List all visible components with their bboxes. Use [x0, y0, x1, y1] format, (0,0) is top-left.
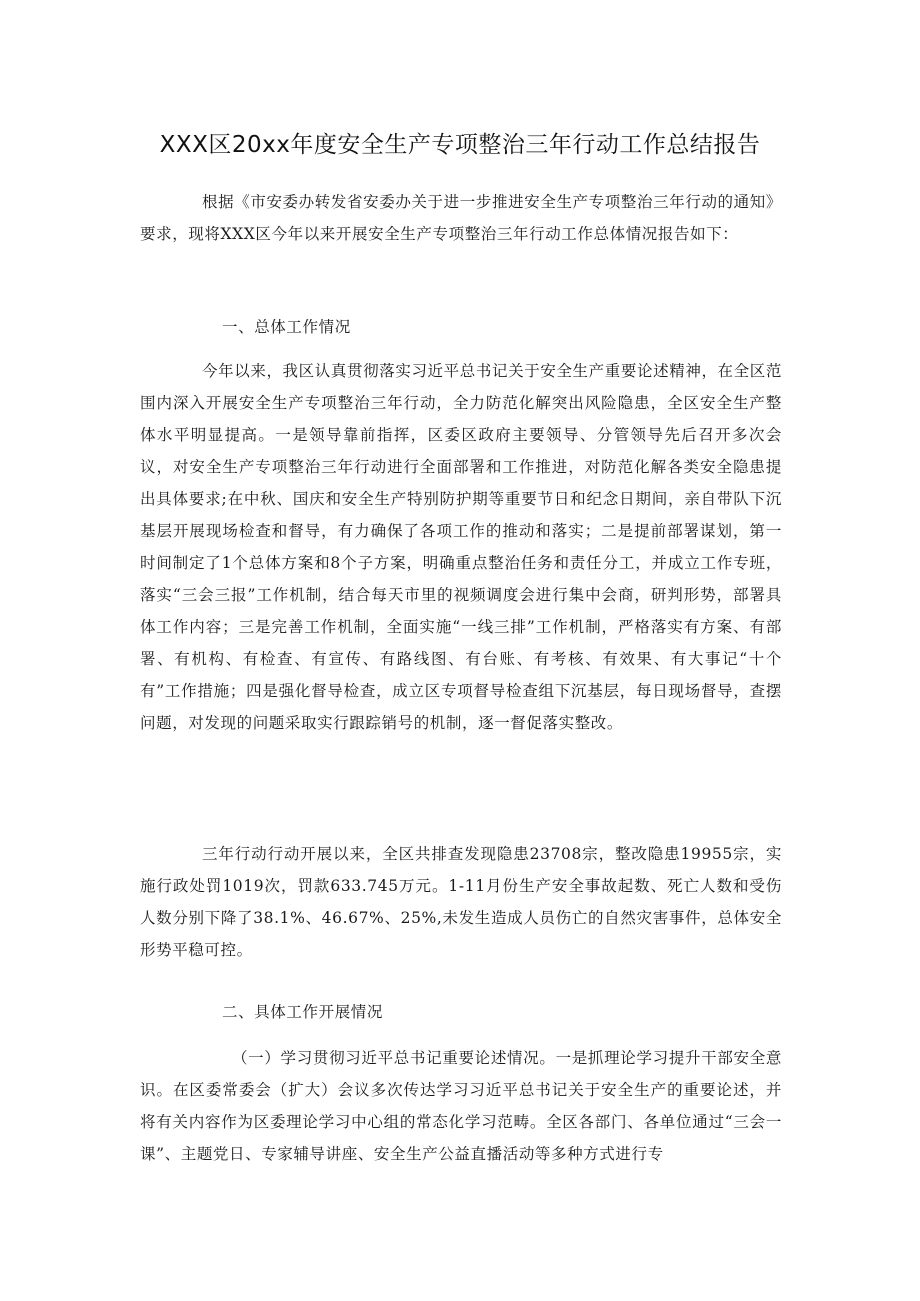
section-1-heading: 一、总体工作情况 [222, 318, 351, 336]
document-title: XXX区20xx年度安全生产专项整治三年行动工作总结报告 [159, 132, 761, 158]
intro-paragraph: 根据《市安委办转发省安委办关于进一步推进安全生产专项整治三年行动的通知》要求，现将XXX区今年以来开展安全生产专项整治三年行动工作总体情况报告如下： [140, 193, 782, 243]
section-2-paragraph-1: （一）学习贯彻习近平总书记重要论述情况。一是抓理论学习提升干部安全意识。在区委常委会（扩大）会议多次传达学习习近平总书记关于安全生产的重要论述，并将有关内容作为区委理论学习中心组的常态化学习范畴。全区各部门、各单位通过“三会一课”、主题党日、专家辅导讲座、安全生产公益直播活动等多种方式进行专 [140, 1049, 782, 1163]
section-1-paragraph-1: 今年以来，我区认真贯彻落实习近平总书记关于安全生产重要论述精神，在全区范围内深入开展安全生产专项整治三年行动，全力防范化解突出风险隐患，全区安全生产整体水平明显提高。一是领导靠前指挥，区委区政府主要领导、分管领导先后召开多次会议，对安全生产专项整治三年行动进行全面部署和工作推进，对防范化解各类安全隐患提出具体要求;在中秋、国庆和安全生产特别防护期等重要节日和纪念日期间，亲自带队下沉基层开展现场检查和督导，有力确保了各项工作的推动和落实；二是提前部署谋划，第一时间制定了1个总体方案和8个子方案，明确重点整治任务和责任分工，并成立工作专班，落实“三会三报”工作机制，结合每天市里的视频调度会进行集中会商，研判形势，部署具体工作内容；三是完善工作机制，全面实施“一线三排”工作机制，严格落实有方案、有部署、有机构、有检查、有宣传、有路线图、有台账、有考核、有效果、有大事记“十个有”工作措施；四是强化督导检查，成立区专项督导检查组下沉基层，每日现场督导，查摆问题，对发现的问题采取实行跟踪销号的机制，逐一督促落实整改。 [140, 362, 782, 732]
section-1-paragraph-2: 三年行动行动开展以来，全区共排查发现隐患23708宗，整改隐患19955宗，实施行政处罚1019次，罚款633.745万元。1-11月份生产安全事故起数、死亡人数和受伤人数分别下降了38.1%、46.67%、25%,未发生造成人员伤亡的自然灾害事件，总体安全形势平稳可控。 [140, 845, 782, 959]
section-2-heading: 二、具体工作开展情况 [222, 1003, 384, 1021]
